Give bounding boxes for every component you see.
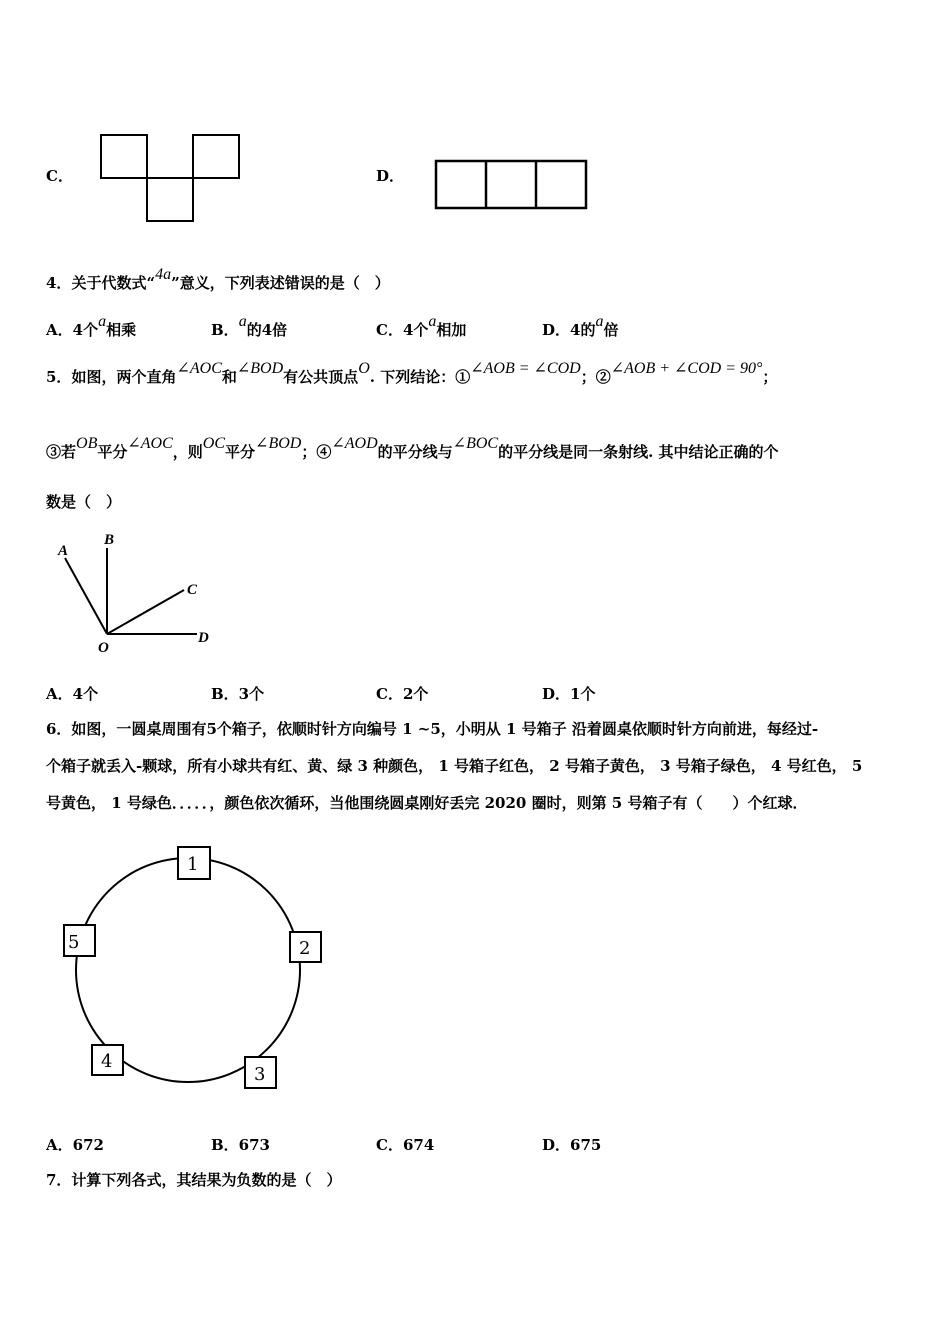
q4-option-d-var: a — [595, 313, 604, 330]
q5-text-4: . 下列结论：① — [369, 368, 471, 386]
box-5-label: 5 — [68, 932, 80, 953]
q5-figure-label-o: O — [98, 640, 109, 656]
q3-option-d-figure — [435, 160, 587, 210]
q6-round-table-figure — [60, 840, 340, 1100]
q4-option-a-var: a — [98, 313, 107, 330]
q4-option-a-label: A． — [46, 321, 73, 339]
q5-math-3: O — [358, 360, 370, 377]
q4-option-b-var: a — [238, 313, 247, 330]
box-2 — [290, 932, 321, 962]
box-2-label: 2 — [299, 938, 311, 959]
q3-option-c-label: C． — [46, 167, 73, 185]
q4-option-d-text-2: 倍 — [603, 321, 619, 339]
box-1 — [178, 847, 210, 879]
q4-option-a-text-2: 相乘 — [106, 321, 137, 339]
box-4-label: 4 — [101, 1051, 113, 1072]
q6-option-a: A．672 — [46, 1136, 104, 1154]
q5-figure-label-a: A — [58, 543, 69, 559]
q5-option-d: D．1个 — [542, 685, 596, 703]
q5-text-5: ；② — [580, 368, 611, 386]
q6-option-c: C．674 — [376, 1136, 435, 1154]
q5-l2-math-5: ∠AOD — [331, 435, 378, 452]
q5-l2-text-1: ③若 — [46, 443, 77, 461]
q4-option-c-text-1: 4个 — [402, 321, 429, 339]
q4-option-d — [542, 313, 619, 340]
q4-option-b-text: 的4倍 — [246, 321, 288, 339]
q3-option-c-figure — [100, 134, 242, 222]
q5-option-c: C．2个 — [376, 685, 429, 703]
q4-option-a — [46, 313, 137, 340]
q4-text-2: ”意义，下列表述错误的是（ ） — [171, 274, 390, 292]
q5-figure-label-b: B — [104, 532, 115, 548]
q5-l2-text-2: 平分 — [97, 443, 128, 461]
q6-stem-line-2: 个箱子就丢入-颗球，所有小球共有红、黄、绿 3 种颜色， 1 号箱子红色， 2 号箱子黄色， 3 号箱子绿色， 4 号红色， 5 — [46, 757, 863, 775]
q5-math-2: ∠BOD — [236, 360, 284, 377]
box-3-label: 3 — [254, 1064, 266, 1085]
box-5 — [64, 925, 95, 956]
q5-option-a: A．4个 — [46, 685, 99, 703]
q4-option-c-var: a — [428, 313, 437, 330]
q5-l2-math-4: ∠BOD — [255, 435, 302, 452]
q5-stem-line-3: 数是（ ） — [46, 493, 122, 511]
q4-option-c — [376, 313, 467, 340]
q6-stem-line-1: 6．如图，一圆桌周围有5个箱子，依顺时针方向编号 1 ~5，小明从 1 号箱子 沿着圆桌依顺时针方向前进，每经过- — [46, 720, 819, 738]
q6-stem-line-3: 号黄色， 1 号绿色．．．．．，颜色依次循环，当他围绕圆桌刚好丢完 2020 圈时，则第 5 号箱子有（ ）个红球． — [46, 794, 808, 812]
q4-option-d-text-1: 4的 — [570, 321, 596, 339]
box-1-label: 1 — [187, 854, 199, 875]
q5-number: 5． — [46, 368, 72, 386]
q4-number: 4． — [46, 274, 72, 292]
q4-option-c-text-2: 相加 — [436, 321, 467, 339]
q5-text-2: 和 — [221, 368, 237, 386]
q5-l2-text-7: 的平分线是同一条射线. 其中结论正确的个 — [498, 443, 779, 461]
q4-option-a-text-1: 4个 — [72, 321, 99, 339]
q5-text-6: ； — [762, 368, 778, 386]
q5-angle-figure — [50, 528, 220, 658]
q6-option-b: B．673 — [211, 1136, 270, 1154]
box-3 — [245, 1057, 276, 1088]
q5-stem-line-1 — [46, 360, 778, 387]
q4-expression: 4a — [155, 266, 172, 283]
q4-option-c-label: C． — [376, 321, 403, 339]
q5-text-1: 如图，两个直角 — [71, 368, 177, 386]
q4-option-b-label: B． — [211, 321, 239, 339]
q5-stem-line-2 — [46, 435, 779, 462]
q5-l2-text-3: ，则 — [172, 443, 203, 461]
q5-math-5: ∠AOB + ∠COD = 90° — [610, 360, 763, 377]
q5-l2-math-3: OC — [202, 435, 226, 452]
box-4 — [92, 1045, 123, 1075]
q4-option-b — [211, 313, 288, 340]
q3-option-d-label: D． — [376, 167, 405, 185]
q5-figure-label-d: D — [198, 630, 209, 646]
q4-text-1: 关于代数式“ — [71, 274, 156, 292]
q5-option-b: B．3个 — [211, 685, 265, 703]
q5-math-1: ∠AOC — [176, 360, 222, 377]
q5-l2-text-4: 平分 — [225, 443, 256, 461]
q4-option-d-label: D． — [542, 321, 571, 339]
q5-math-4: ∠AOB = ∠COD — [470, 360, 581, 377]
q5-l2-math-2: ∠AOC — [127, 435, 173, 452]
q5-l2-text-5: ；④ — [301, 443, 332, 461]
q5-l2-math-1: OB — [76, 435, 98, 452]
q5-text-3: 有公共顶点 — [283, 368, 359, 386]
q5-l2-math-6: ∠BOC — [452, 435, 499, 452]
q4-stem — [46, 266, 390, 293]
q7-stem: 7．计算下列各式，其结果为负数的是（ ） — [46, 1171, 342, 1189]
q6-option-d: D．675 — [542, 1136, 602, 1154]
q5-l2-text-6: 的平分线与 — [377, 443, 453, 461]
q5-figure-label-c: C — [187, 582, 198, 598]
